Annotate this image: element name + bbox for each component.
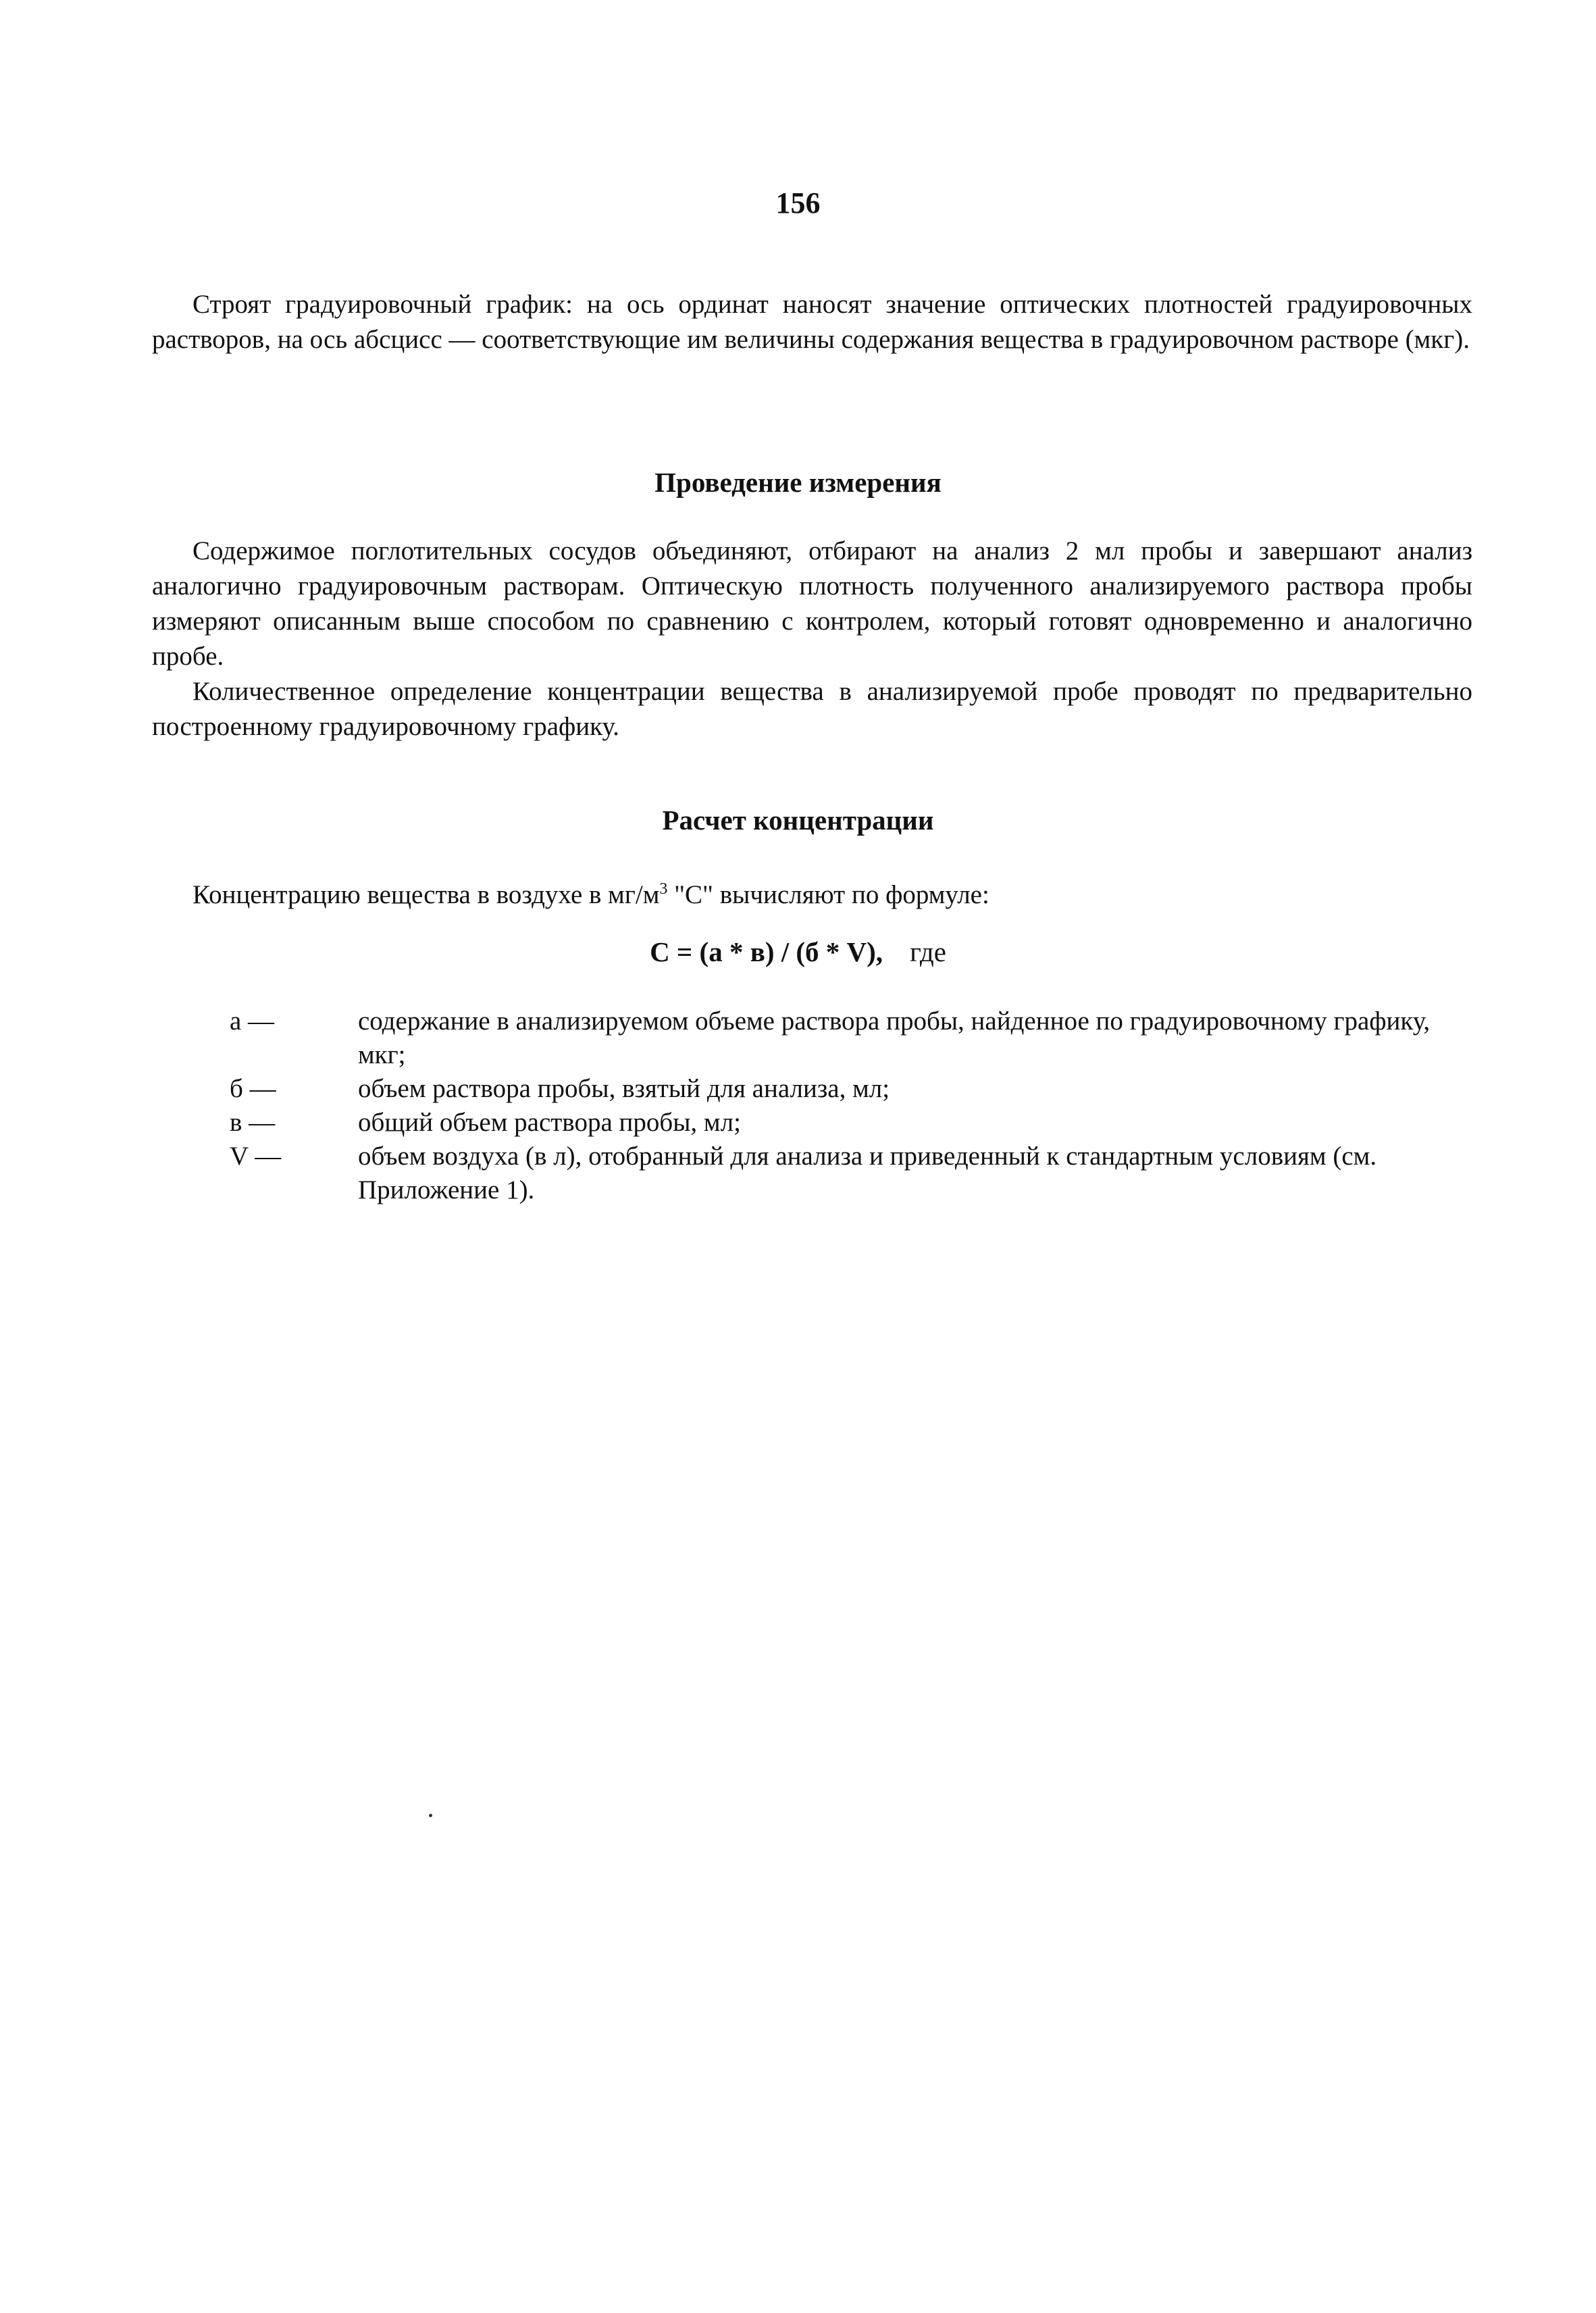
- definition-text: объем раствора пробы, взятый для анализа, мл;: [358, 1074, 890, 1103]
- formula-intro-superscript: 3: [659, 880, 668, 898]
- definition-row-a: [230, 1005, 1472, 1072]
- intro-paragraph: Строят градуировочный график: на ось ординат наносят значение оптических плотностей градуировочных растворов, на ось абсцисс — соответствующие им величины содержания вещества в градуировочном растворе (мкг).: [152, 290, 1472, 354]
- formula-intro-before: Концентрацию вещества в воздухе в мг/м: [192, 880, 660, 909]
- calculation-heading: Расчет концентрации: [662, 805, 934, 836]
- definition-row-v: [230, 1106, 1472, 1140]
- definition-text: объем воздуха (в л), отобранный для анализа и приведенный к стандартным условиям (см. Приложение 1).: [358, 1142, 1377, 1204]
- formula-expression: С = (а * в) / (б * V),: [650, 936, 883, 967]
- definition-symbol: V —: [230, 1142, 282, 1171]
- definition-row-b: [230, 1072, 1472, 1106]
- measurement-paragraph-2: Количественное определение концентрации вещества в анализируемой пробе проводят по предварительно построенному градуировочному графику.: [152, 677, 1472, 741]
- measurement-paragraph-1: Содержимое поглотительных сосудов объединяют, отбирают на анализ 2 мл пробы и завершают анализ аналогично градуировочным растворам. Оптическую плотность полученного анализируемого раствора пробы измеряют описанным выше способом по сравнению с контролем, который готовят одновременно и аналогично пробе.: [152, 536, 1472, 671]
- formula-intro-after: "С" вычисляют по формуле:: [667, 880, 989, 909]
- formula: [0, 936, 1596, 968]
- measurement-heading: Проведение измерения: [654, 467, 942, 498]
- formula-where: где: [910, 936, 946, 967]
- definition-text: общий объем раствора пробы, мл;: [358, 1108, 741, 1137]
- definition-symbol: б —: [230, 1074, 276, 1103]
- definition-symbol: а —: [230, 1007, 275, 1036]
- definition-symbol: в —: [230, 1108, 276, 1137]
- formula-intro: [152, 871, 1472, 913]
- page-number: 156: [775, 186, 821, 220]
- definitions-list: [230, 1005, 1472, 1207]
- definition-text: содержание в анализируемом объеме раствора пробы, найденное по градуировочному графику, мкг;: [358, 1007, 1431, 1069]
- definition-row-volume: [230, 1140, 1472, 1207]
- scan-speck: [429, 1814, 432, 1817]
